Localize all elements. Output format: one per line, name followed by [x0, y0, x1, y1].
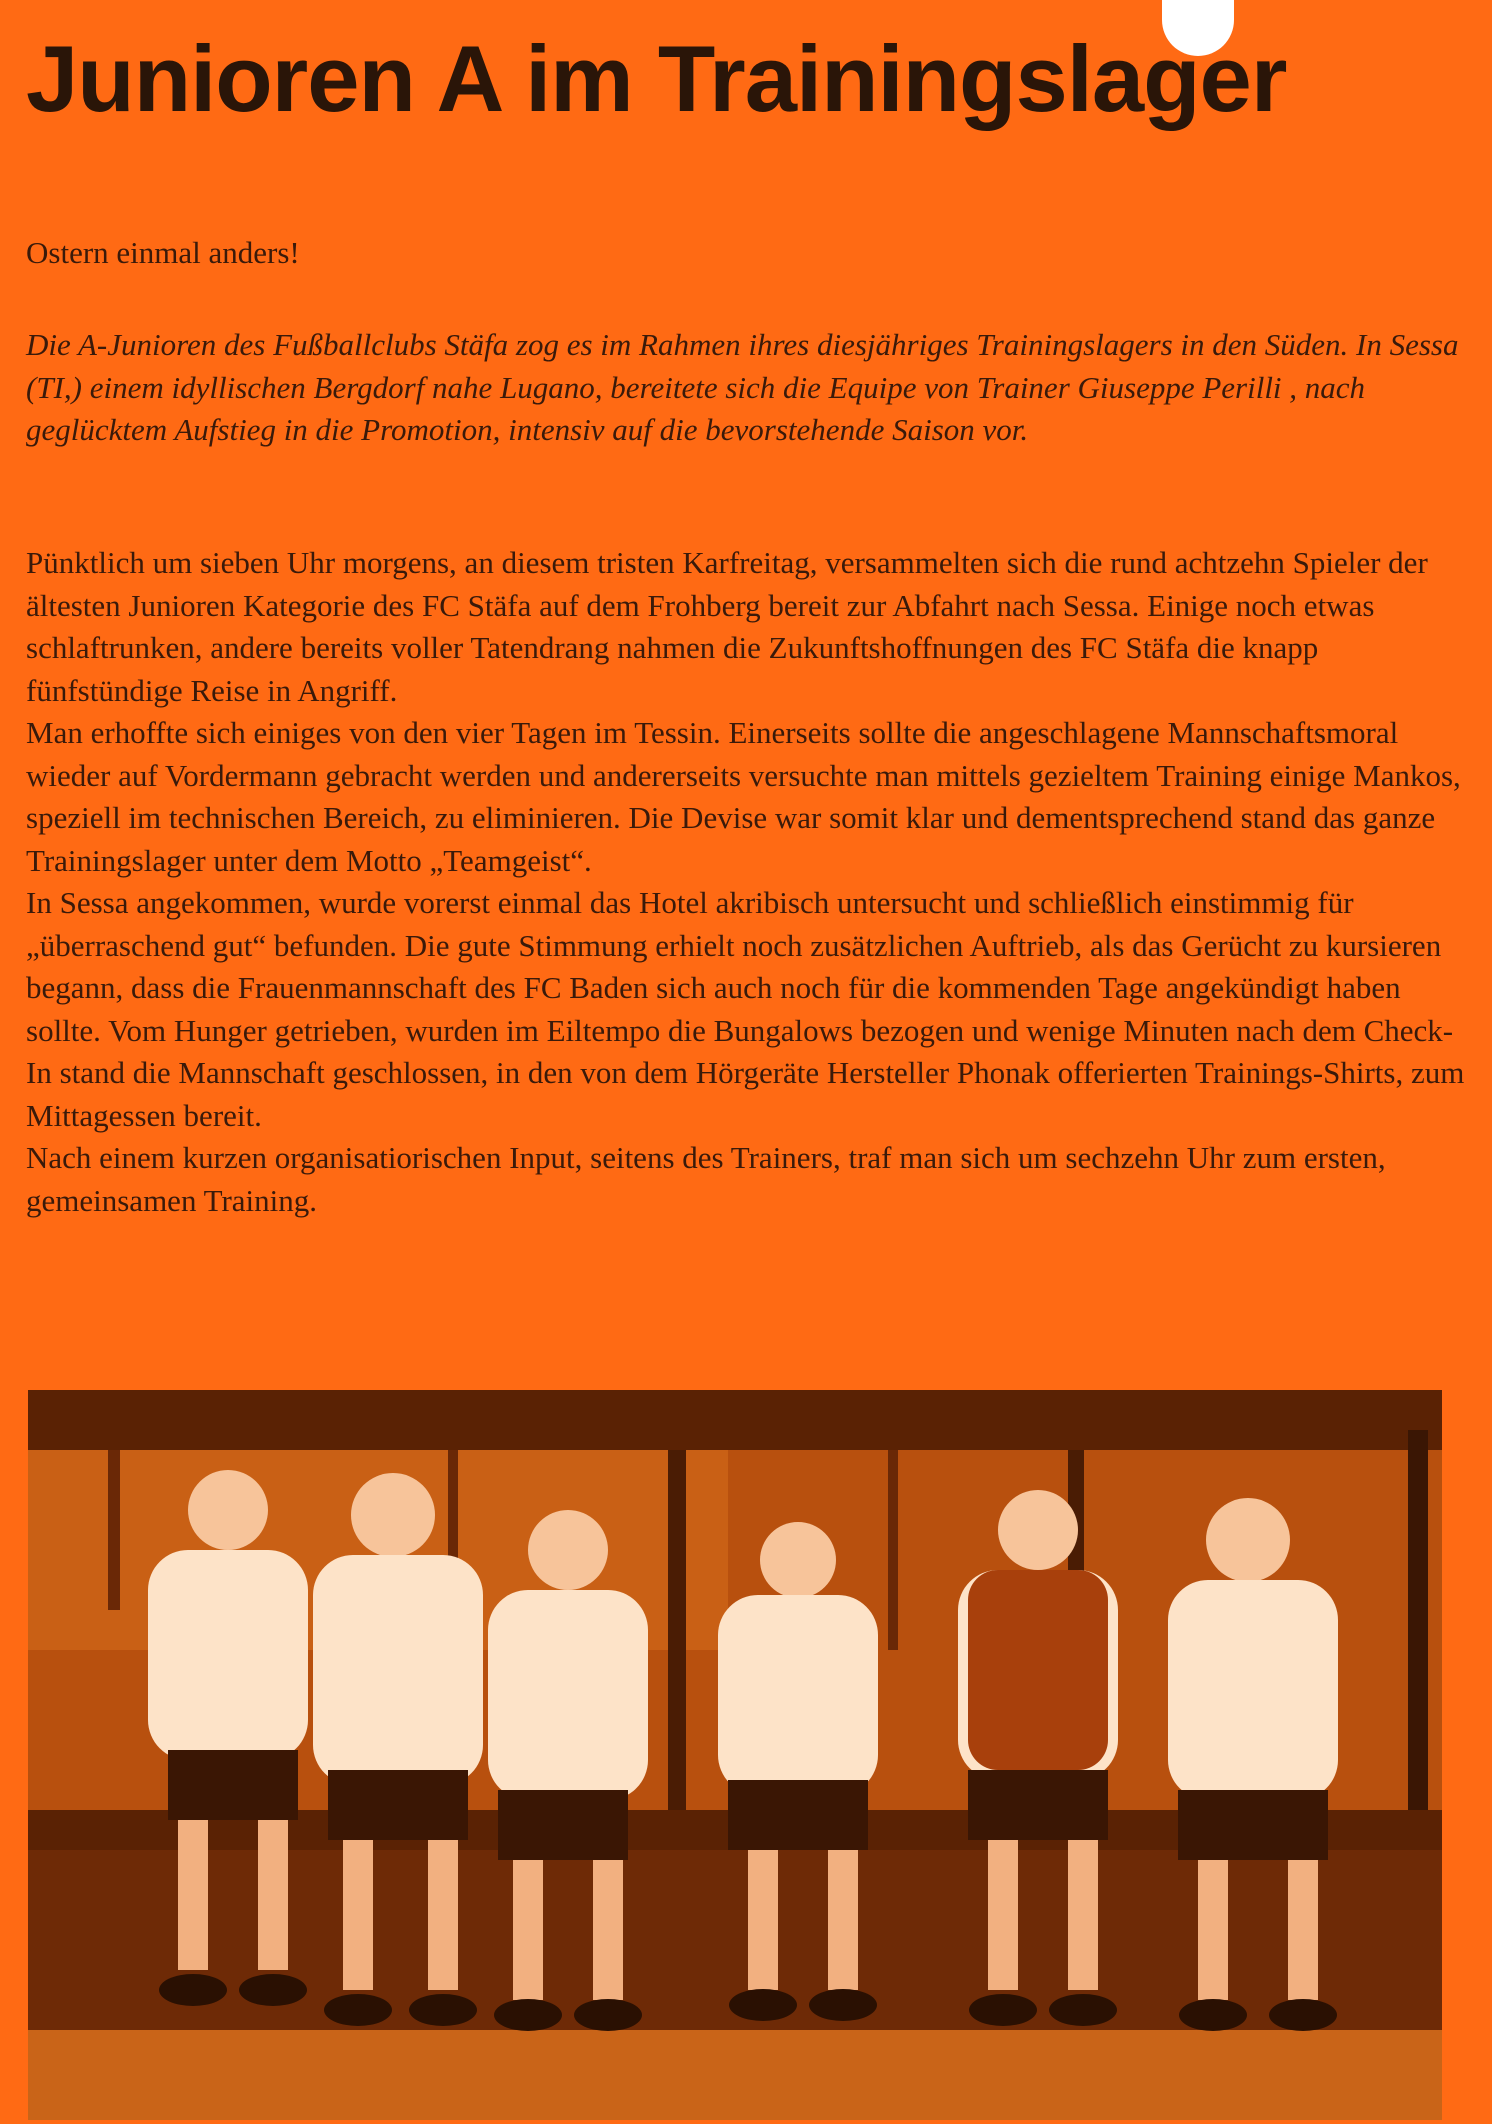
team-photo — [28, 1390, 1442, 2120]
subtitle: Ostern einmal anders! — [26, 235, 300, 270]
paragraph: Pünktlich um sieben Uhr morgens, an diesem tristen Karfreitag, versammelten sich die rund achtzehn Spieler der ältesten Junioren Kategorie des FC Stäfa auf dem Frohberg bereit zur Abfahrt nach Sessa. Einige noch etwas schlaftrunken, andere bereits voller Tatendrang nahmen die Zukunftshoffnungen des FC Stäfa die knapp fünfstündige Reise in Angriff. — [26, 545, 1428, 708]
paragraph: Nach einem kurzen organisatiorischen Input, seitens des Trainers, traf man sich um sechzehn Uhr zum ersten, gemeinsamen Training. — [26, 1140, 1386, 1218]
page-title: Junioren A im Trainingslager — [26, 26, 1287, 131]
article-body — [26, 542, 1476, 1222]
paragraph: In Sessa angekommen, wurde vorerst einmal das Hotel akribisch untersucht und schließlich einstimmig für „überraschend gut“ befunden. Die gute Stimmung erhielt noch zusätzlichen Auftrieb, als das Gerücht zu kursieren begann, dass die Frauenmannschaft des FC Baden sich auch noch für die kommenden Tage angekündigt haben sollte. Vom Hunger getrieben, wurden im Eiltempo die Bungalows bezogen und wenige Minuten nach dem Check-In stand die Mannschaft geschlossen, in den von dem Hörgeräte Hersteller Phonak offerierten Trainings-Shirts, zum Mittagessen bereit. — [26, 885, 1465, 1133]
paragraph: Man erhoffte sich einiges von den vier Tagen im Tessin. Einerseits sollte die angeschlagene Mannschaftsmoral wieder auf Vordermann gebracht werden und andererseits versuchte man mittels gezieltem Training einige Mankos, speziell im technischen Bereich, zu eliminieren. Die Devise war somit klar und dementsprechend stand das ganze Trainingslager unter dem Motto „Teamgeist“. — [26, 715, 1461, 878]
intro-paragraph: Die A-Junioren des Fußballclubs Stäfa zog es im Rahmen ihres diesjähriges Trainingslagers in den Süden. In Sessa (TI,) einem idyllischen Bergdorf nahe Lugano, bereitete sich die Equipe von Trainer Giuseppe Perilli , nach geglücktem Aufstieg in die Promotion, intensiv auf die bevorstehende Saison vor. — [26, 327, 1459, 447]
